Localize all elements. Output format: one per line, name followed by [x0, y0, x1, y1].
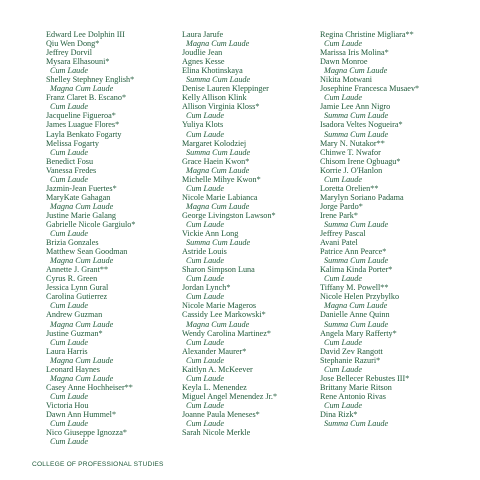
- graduate-entry: [46, 157, 135, 166]
- latin-honor: Magna Cum Laude: [50, 355, 114, 365]
- latin-honor: Cum Laude: [186, 337, 224, 347]
- graduate-name: James Luague Flores*: [46, 120, 120, 130]
- graduate-name: Marissa Iris Molina*: [320, 48, 389, 58]
- graduate-name: Gabrielle Nicole Gargiulo*: [46, 219, 136, 229]
- latin-honor: Cum Laude: [186, 111, 224, 121]
- graduate-entry: [182, 365, 277, 383]
- graduate-entry: [182, 211, 277, 229]
- latin-honor: Cum Laude: [324, 364, 362, 374]
- graduate-entry: [46, 329, 135, 347]
- latin-honor: Cum Laude: [324, 174, 362, 184]
- latin-honor: Cum Laude: [186, 129, 224, 139]
- graduate-name: Jacqueline Figueroa*: [46, 111, 116, 121]
- graduate-name: Yuliya Klots: [182, 120, 224, 130]
- latin-honor: Cum Laude: [50, 66, 88, 76]
- graduate-name: Sharon Simpson Luna: [182, 265, 255, 275]
- graduate-name: Benedict Fosu: [46, 156, 94, 166]
- latin-honor: Summa Cum Laude: [324, 219, 389, 229]
- graduate-entry: [320, 374, 419, 383]
- latin-honor: Cum Laude: [324, 93, 362, 103]
- graduate-entry: [46, 75, 135, 93]
- graduate-entry: [182, 48, 277, 57]
- graduate-entry: [320, 48, 419, 57]
- graduate-name: Justine Guzman*: [46, 328, 103, 338]
- graduate-name: Jazmin-Jean Fuertes*: [46, 183, 117, 193]
- graduate-name: Joudlie Jean: [182, 48, 223, 58]
- latin-honor: Cum Laude: [186, 400, 224, 410]
- graduate-entry: [182, 30, 277, 48]
- graduate-entry: [46, 57, 135, 75]
- latin-honor: Summa Cum Laude: [324, 256, 389, 266]
- graduate-name: Rene Antonio Rivas: [320, 391, 386, 401]
- latin-honor: Cum Laude: [324, 400, 362, 410]
- latin-honor: Cum Laude: [186, 274, 224, 284]
- graduate-entry: [46, 247, 135, 265]
- latin-honor: Summa Cum Laude: [324, 129, 389, 139]
- graduate-name: Victoria Hou: [46, 400, 89, 410]
- graduate-entry: [46, 410, 135, 428]
- graduate-name: Edward Lee Dolphin III: [46, 30, 125, 39]
- graduate-entry: [320, 292, 419, 310]
- graduate-entry: [46, 39, 135, 48]
- latin-honor: Summa Cum Laude: [186, 238, 251, 248]
- graduate-entry: [182, 383, 277, 392]
- graduate-name: Josephine Francesca Musaev*: [320, 84, 420, 94]
- graduate-name: Kelly Allison Klink: [182, 93, 247, 103]
- graduate-entry: [182, 310, 277, 328]
- graduate-entry: [320, 356, 419, 374]
- graduate-entry: [182, 410, 277, 428]
- graduate-name: Brizia Gonzales: [46, 238, 99, 248]
- graduate-entry: [46, 139, 135, 157]
- graduate-name: Brittany Marie Ritson: [320, 382, 392, 392]
- graduate-name: Jessica Lynn Gural: [46, 283, 109, 293]
- latin-honor: Cum Laude: [186, 355, 224, 365]
- latin-honor: Magna Cum Laude: [50, 319, 114, 329]
- graduate-name: MaryKate Gahagan: [46, 192, 111, 202]
- graduate-entry: [182, 193, 277, 211]
- latin-honor: Cum Laude: [50, 437, 88, 447]
- graduate-name: Patrice Ann Pearce*: [320, 247, 387, 257]
- graduate-entry: [46, 274, 135, 283]
- graduate-entry: [46, 283, 135, 292]
- latin-honor: Cum Laude: [186, 183, 224, 193]
- graduate-name: Alexander Maurer*: [182, 346, 247, 356]
- graduate-entry: [320, 283, 419, 292]
- graduate-name: Miguel Angel Menendez Jr.*: [182, 391, 278, 401]
- graduate-entry: [320, 184, 419, 193]
- latin-honor: Magna Cum Laude: [50, 201, 114, 211]
- graduate-name: Sarah Nicole Merkle: [182, 428, 251, 438]
- graduate-entry: [320, 102, 419, 120]
- graduate-name: Angela Mary Rafferty*: [320, 328, 397, 338]
- graduate-name: Melissa Fogarty: [46, 138, 99, 148]
- latin-honor: Cum Laude: [324, 39, 362, 49]
- latin-honor: Cum Laude: [324, 337, 362, 347]
- graduate-name: Danielle Anne Quinn: [320, 310, 390, 320]
- graduate-name: Jamie Lee Ann Nigro: [320, 102, 391, 112]
- latin-honor: Magna Cum Laude: [50, 84, 114, 94]
- graduate-entry: [46, 120, 135, 129]
- graduate-name: Chinwe T. Nwafor: [320, 147, 381, 157]
- graduate-name: Nicole Helen Przybylko: [320, 292, 400, 302]
- latin-honor: Cum Laude: [186, 256, 224, 266]
- graduate-entry: [320, 383, 419, 392]
- graduate-name: Regina Christine Migliara**: [320, 30, 414, 39]
- graduate-entry: [46, 30, 135, 39]
- latin-honor: Summa Cum Laude: [186, 75, 251, 85]
- graduate-name: Joanne Paula Meneses*: [182, 409, 260, 419]
- graduate-name: Jorge Pardo*: [320, 201, 363, 211]
- graduate-name: Isadora Veltes Nogueira*: [320, 120, 403, 130]
- latin-honor: Cum Laude: [186, 219, 224, 229]
- graduate-name: Franz Claret B. Escano*: [46, 93, 127, 103]
- graduate-entry: [320, 238, 419, 247]
- graduate-entry: [182, 247, 277, 265]
- graduate-entry: [46, 292, 135, 310]
- graduate-entry: [46, 220, 135, 238]
- graduate-entry: [46, 211, 135, 220]
- graduate-name: Wendy Carolina Martinez*: [182, 328, 271, 338]
- graduate-name: Vanessa Fredes: [46, 165, 97, 175]
- graduate-entry: [46, 428, 135, 446]
- graduate-name: Andrew Guzman: [46, 310, 103, 320]
- latin-honor: Summa Cum Laude: [324, 111, 389, 121]
- graduate-entry: [320, 193, 419, 202]
- graduate-entry: [320, 202, 419, 211]
- graduate-entry: [182, 139, 277, 157]
- graduate-entry: [320, 84, 419, 102]
- graduate-name: Korrie J. O'Hanlon: [320, 165, 383, 175]
- graduate-entry: [182, 175, 277, 193]
- graduate-name: Shelley Stephney English*: [46, 75, 135, 85]
- graduate-entry: [46, 111, 135, 120]
- graduate-name: Loretta Orelien**: [320, 183, 379, 193]
- latin-honor: Cum Laude: [186, 419, 224, 429]
- graduate-entry: [182, 347, 277, 365]
- graduate-entry: [46, 265, 135, 274]
- graduate-name: Laura Harris: [46, 346, 88, 356]
- graduate-name: Jeffrey Pascal: [320, 229, 366, 239]
- graduate-entry: [320, 211, 419, 229]
- graduate-entry: [46, 130, 135, 139]
- graduate-name: Jordan Lynch*: [182, 283, 231, 293]
- graduate-entry: [320, 229, 419, 238]
- graduate-entry: [182, 428, 277, 437]
- graduate-entry: [320, 310, 419, 328]
- graduate-entry: [46, 184, 135, 193]
- graduate-name: Michelle Mihye Kwon*: [182, 174, 261, 184]
- graduate-entry: [182, 301, 277, 310]
- graduate-name: Tiffany M. Powell**: [320, 283, 389, 293]
- graduate-name: George Livingston Lawson*: [182, 210, 276, 220]
- graduate-entry: [320, 166, 419, 184]
- graduate-entry: [46, 401, 135, 410]
- graduate-name: Dina Rizk*: [320, 409, 358, 419]
- graduate-name: Annette J. Grant**: [46, 265, 109, 275]
- latin-honor: Cum Laude: [50, 301, 88, 311]
- graduate-entry: [46, 310, 135, 328]
- graduate-name: Astride Louis: [182, 247, 227, 257]
- graduate-entry: [46, 347, 135, 365]
- graduate-name: Elina Khotinskaya: [182, 66, 243, 76]
- latin-honor: Magna Cum Laude: [50, 373, 114, 383]
- graduate-entry: [320, 30, 419, 48]
- college-footer: COLLEGE OF PROFESSIONAL STUDIES: [32, 461, 164, 468]
- graduate-entry: [46, 48, 135, 57]
- latin-honor: Cum Laude: [324, 274, 362, 284]
- latin-honor: Magna Cum Laude: [50, 256, 114, 266]
- latin-honor: Cum Laude: [186, 373, 224, 383]
- latin-honor: Summa Cum Laude: [324, 319, 389, 329]
- graduate-name: Margaret Kolodziej: [182, 138, 247, 148]
- graduate-name: Denise Lauren Kleppinger: [182, 84, 269, 94]
- graduate-entry: [182, 157, 277, 175]
- graduate-entry: [182, 120, 277, 138]
- latin-honor: Magna Cum Laude: [324, 66, 388, 76]
- graduate-entry: [320, 347, 419, 356]
- latin-honor: Cum Laude: [50, 229, 88, 239]
- names-column-1: [46, 30, 135, 446]
- graduate-name: Nicole Marie Mageros: [182, 301, 257, 311]
- graduate-name: Nikita Motwani: [320, 75, 373, 85]
- names-column-2: [182, 30, 277, 437]
- latin-honor: Summa Cum Laude: [186, 147, 251, 157]
- graduate-name: Agnes Kesse: [182, 57, 225, 67]
- latin-honor: Cum Laude: [50, 102, 88, 112]
- graduate-entry: [182, 229, 277, 247]
- graduate-name: Kaitlyn A. McKeever: [182, 364, 253, 374]
- graduate-entry: [182, 66, 277, 84]
- graduate-entry: [46, 193, 135, 211]
- graduate-name: Cassidy Lee Markowski*: [182, 310, 266, 320]
- graduate-name: Jose Bellecer Rebustes III*: [320, 373, 410, 383]
- graduate-name: Mysara Elhasouni*: [46, 57, 110, 67]
- latin-honor: Cum Laude: [50, 337, 88, 347]
- graduate-entry: [46, 166, 135, 184]
- graduate-entry: [46, 93, 135, 111]
- graduate-name: Chisom Irene Ogbuagu*: [320, 156, 401, 166]
- latin-honor: Magna Cum Laude: [186, 39, 250, 49]
- graduate-name: Carolina Gutierrez: [46, 292, 108, 302]
- graduate-entry: [46, 238, 135, 247]
- latin-honor: Summa Cum Laude: [324, 419, 389, 429]
- graduate-name: Nico Giuseppe Ignozza*: [46, 428, 127, 438]
- graduate-entry: [320, 410, 419, 428]
- graduate-name: Casey Anne Hochheiser**: [46, 382, 133, 392]
- graduate-name: Leonard Haynes: [46, 364, 100, 374]
- latin-honor: Cum Laude: [50, 147, 88, 157]
- latin-honor: Magna Cum Laude: [186, 201, 250, 211]
- graduate-name: David Zev Rangott: [320, 346, 383, 356]
- latin-honor: Cum Laude: [186, 292, 224, 302]
- latin-honor: Magna Cum Laude: [186, 319, 250, 329]
- graduate-name: Nicole Marie Labianca: [182, 192, 258, 202]
- graduate-entry: [320, 157, 419, 166]
- graduate-entry: [46, 383, 135, 401]
- graduate-name: Matthew Sean Goodman: [46, 247, 128, 257]
- graduate-entry: [320, 75, 419, 84]
- graduate-entry: [182, 265, 277, 283]
- graduate-name: Stephanie Razuri*: [320, 355, 381, 365]
- graduate-name: Qiu Wen Dong*: [46, 39, 100, 49]
- graduate-entry: [320, 392, 419, 410]
- graduate-name: Dawn Monroe: [320, 57, 368, 67]
- graduate-entry: [182, 392, 277, 410]
- graduate-name: Irene Park*: [320, 210, 358, 220]
- latin-honor: Cum Laude: [50, 419, 88, 429]
- graduate-name: Cyrus R. Green: [46, 274, 98, 284]
- graduate-entry: [320, 120, 419, 138]
- latin-honor: Magna Cum Laude: [186, 165, 250, 175]
- graduate-entry: [182, 283, 277, 301]
- graduate-name: Justine Marie Galang: [46, 210, 117, 220]
- names-column-3: [320, 30, 419, 428]
- graduate-entry: [320, 57, 419, 75]
- graduate-entry: [182, 57, 277, 66]
- graduate-name: Laura Jarufe: [182, 30, 224, 39]
- graduate-name: Mary N. Nutakor**: [320, 138, 385, 148]
- graduate-name: Avani Patel: [320, 238, 358, 248]
- graduate-entry: [182, 102, 277, 120]
- graduate-name: Layla Benkato Fogarty: [46, 129, 122, 139]
- graduate-entry: [320, 329, 419, 347]
- graduate-name: Keyla L. Menendez: [182, 382, 247, 392]
- graduate-entry: [320, 148, 419, 157]
- graduate-name: Jeffrey Dorvil: [46, 48, 93, 58]
- graduate-entry: [320, 139, 419, 148]
- latin-honor: Magna Cum Laude: [324, 301, 388, 311]
- graduate-entry: [182, 84, 277, 93]
- graduate-name: Grace Haein Kwon*: [182, 156, 250, 166]
- graduate-name: Marylyn Soriano Padama: [320, 192, 404, 202]
- graduate-entry: [46, 365, 135, 383]
- graduate-entry: [320, 265, 419, 283]
- graduate-entry: [182, 329, 277, 347]
- graduate-name: Kalima Kinda Porter*: [320, 265, 393, 275]
- graduate-name: Allison Virginia Kloss*: [182, 102, 260, 112]
- latin-honor: Cum Laude: [50, 174, 88, 184]
- graduate-entry: [182, 93, 277, 102]
- graduate-name: Vickie Ann Long: [182, 229, 239, 239]
- graduate-entry: [320, 247, 419, 265]
- graduate-name: Dawn Ann Hummel*: [46, 409, 117, 419]
- latin-honor: Cum Laude: [50, 391, 88, 401]
